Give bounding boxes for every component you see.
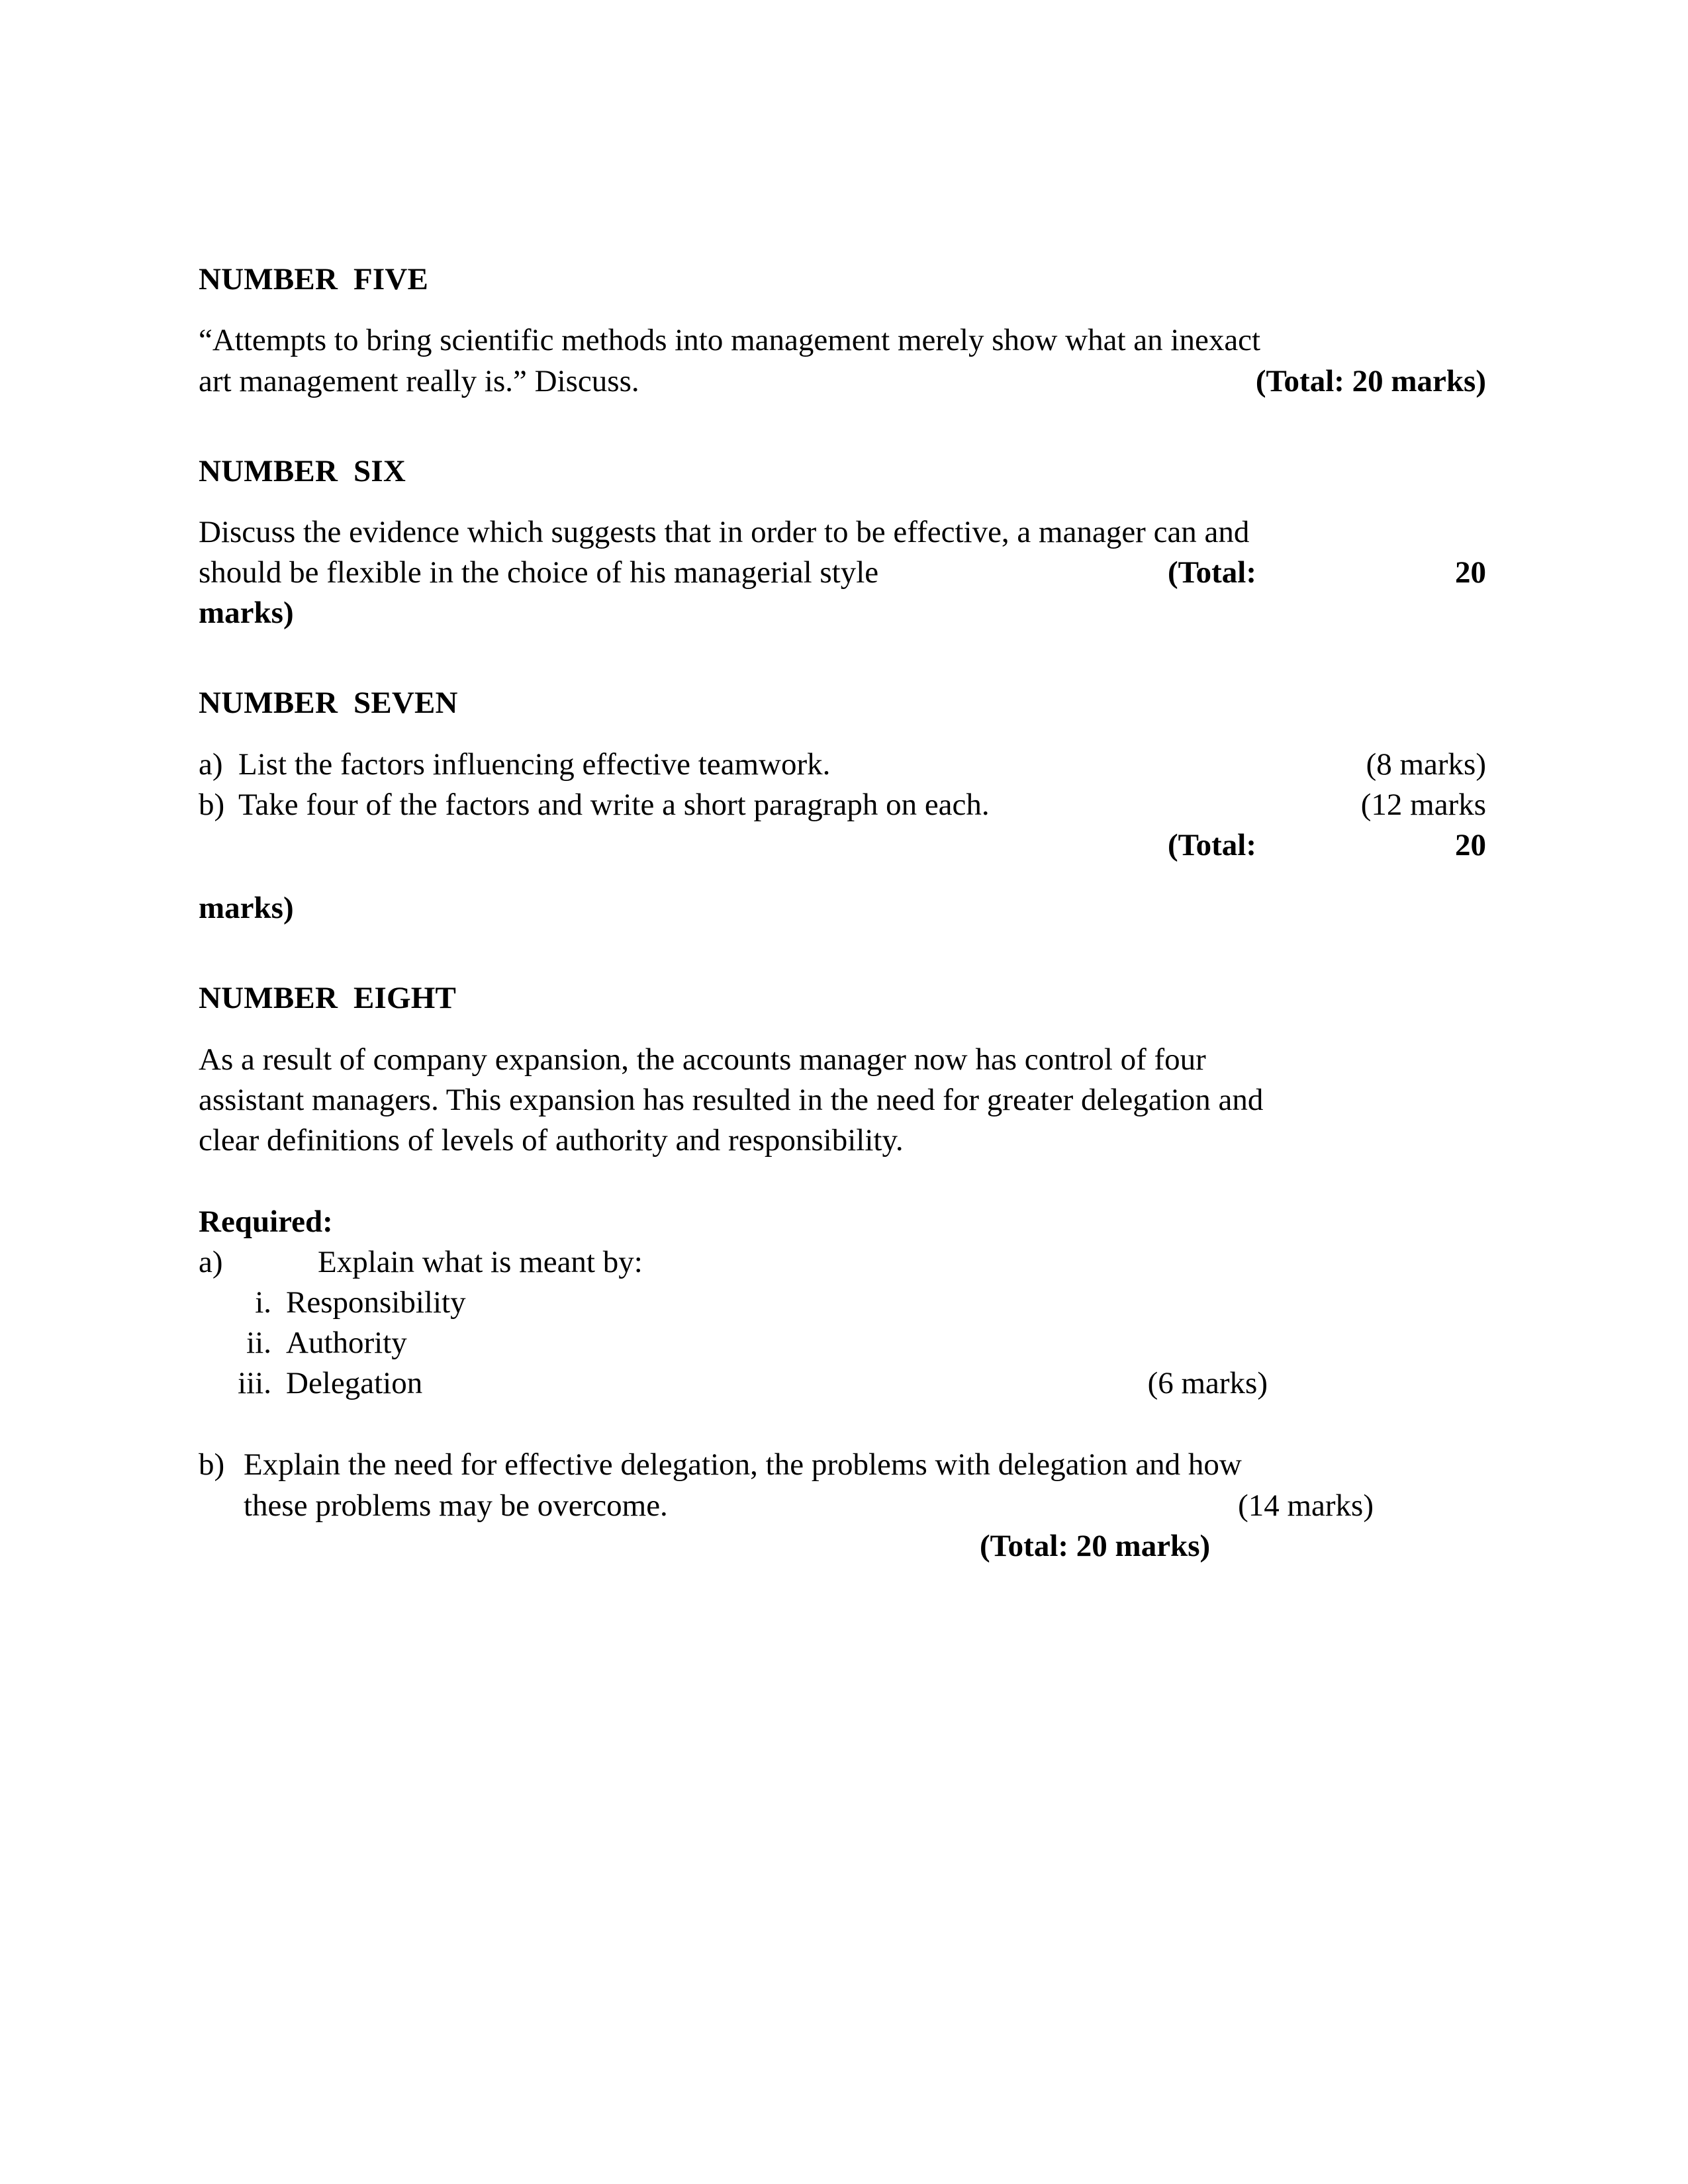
sub-item-authority [199, 1323, 1486, 1363]
sub-item-text-responsibility: Responsibility [286, 1285, 466, 1320]
question-six-total-value: 20 [1455, 555, 1486, 590]
question-seven-total-value: 20 [1455, 828, 1486, 863]
spacer [199, 1161, 1486, 1202]
question-block-number-eight [199, 980, 1486, 1566]
question-eight-part-b [199, 1445, 1486, 1525]
question-eight-part-a-label: a) [199, 1245, 223, 1280]
sub-item-numeral-ii: ii. [246, 1326, 271, 1361]
question-block-number-six [199, 453, 1486, 634]
question-seven-item-b [199, 785, 1486, 825]
question-eight-part-a [199, 1242, 1486, 1283]
question-eight-part-b-label: b) [199, 1447, 225, 1482]
question-eight-part-b-marks: (14 marks) [1238, 1488, 1374, 1523]
sub-item-numeral-i: i. [255, 1285, 271, 1320]
page-content [199, 261, 1486, 1567]
question-heading-number-eight: NUMBER EIGHT [199, 981, 457, 1016]
question-seven-item-b-marks: (12 marks [1360, 787, 1486, 822]
sub-item-text-delegation: Delegation [286, 1366, 423, 1401]
question-seven-item-a-label: a) [199, 747, 223, 782]
question-seven-total-row [199, 825, 1486, 866]
question-heading-number-seven: NUMBER SEVEN [199, 686, 458, 721]
question-six-body-line-1: Discuss the evidence which suggests that in order to be effective, a manager can and [199, 515, 1250, 550]
question-seven-item-a-marks: (8 marks) [1366, 747, 1486, 782]
question-eight-scenario-line-2: assistant managers. This expansion has resulted in the need for greater delegation and [199, 1082, 1264, 1117]
spacer [199, 298, 1486, 320]
spacer [199, 490, 1486, 512]
question-six-body-line-2 [199, 553, 1486, 593]
spacer [199, 1017, 1486, 1040]
question-five-body-line-2 [199, 361, 1486, 402]
question-eight-part-a-text: Explain what is meant by: [318, 1245, 643, 1280]
question-eight-total: (Total: 20 marks) [980, 1528, 1211, 1563]
question-eight-required-label: Required: [199, 1204, 333, 1239]
sub-item-text-authority: Authority [286, 1326, 407, 1361]
question-eight-sub-list [199, 1283, 1486, 1404]
sub-item-delegation [199, 1363, 1486, 1404]
question-six-body-line-2-text: should be flexible in the choice of his managerial style [199, 555, 879, 590]
question-block-number-seven [199, 685, 1486, 929]
sub-item-marks-delegation: (6 marks) [1147, 1366, 1268, 1401]
question-eight-scenario-line-3: clear definitions of levels of authority and responsibility. [199, 1122, 904, 1158]
spacer [199, 633, 1486, 685]
question-block-number-five [199, 261, 1486, 402]
spacer-fill [639, 361, 1256, 402]
sub-item-responsibility [199, 1283, 1486, 1323]
question-eight-part-b-line-2: these problems may be overcome. [244, 1488, 668, 1523]
question-eight-scenario-line-1: As a result of company expansion, the accounts manager now has control of four [199, 1042, 1206, 1077]
spacer [199, 929, 1486, 980]
question-five-body-line-1: “Attempts to bring scientific methods into management merely show what an inexact [199, 323, 1261, 358]
spacer-fill [199, 825, 1168, 866]
question-seven-total-label: (Total: [1167, 828, 1256, 863]
spacer [199, 1404, 1486, 1445]
question-seven-total-continuation: marks) [199, 891, 294, 926]
question-five-total: (Total: 20 marks) [1255, 363, 1486, 398]
question-seven-item-b-text: Take four of the factors and write a short paragraph on each. [238, 787, 990, 822]
sub-item-numeral-iii: iii. [238, 1366, 271, 1401]
question-heading-number-five: NUMBER FIVE [199, 262, 429, 296]
spacer [199, 866, 1486, 888]
question-seven-item-a [199, 745, 1486, 785]
spacer-fill [668, 1486, 1238, 1526]
question-seven-item-a-text: List the factors influencing effective teamwork. [238, 747, 831, 782]
question-six-total-continuation: marks) [199, 596, 294, 631]
spacer-fill [878, 553, 1168, 593]
question-eight-part-b-line-2-row [244, 1486, 1486, 1526]
question-five-body-line-2-text: art management really is.” Discuss. [199, 363, 639, 398]
spacer [199, 722, 1486, 745]
question-eight-part-b-body [244, 1445, 1486, 1525]
spacer [199, 402, 1486, 453]
question-heading-number-six: NUMBER SIX [199, 453, 406, 488]
question-eight-part-b-line-1: Explain the need for effective delegation, the problems with delegation and how [244, 1447, 1242, 1482]
question-seven-item-b-label: b) [199, 787, 225, 822]
question-six-total-label: (Total: [1167, 555, 1256, 590]
